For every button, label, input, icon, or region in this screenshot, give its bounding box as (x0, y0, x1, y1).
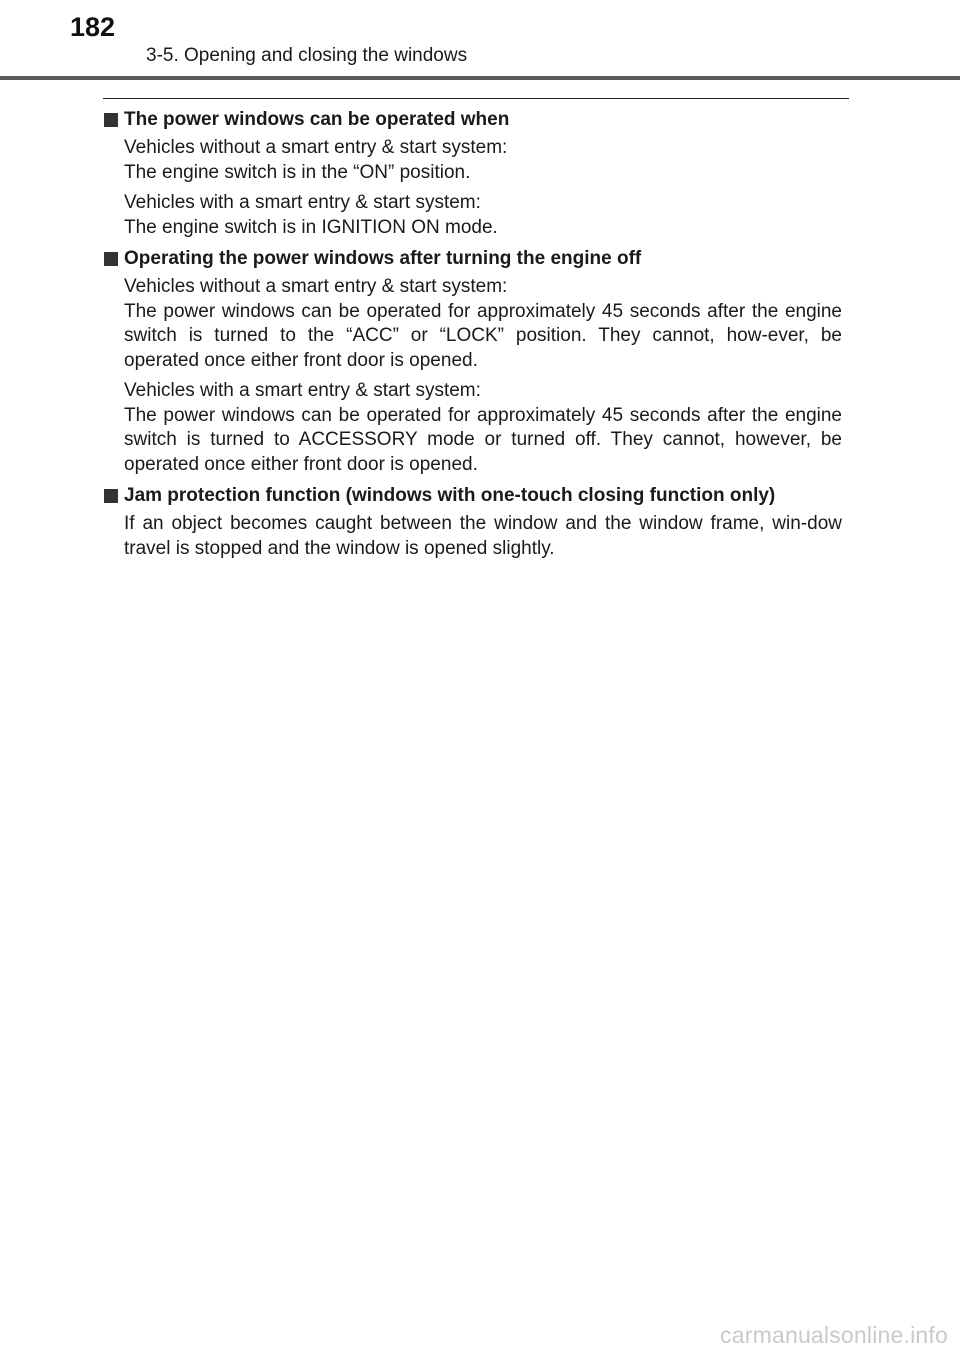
paragraph: Vehicles without a smart entry & start system: The power windows can be operated for approximately 45 seconds after the engine switch is turned to the “ACC” or “LOCK” position. They cannot, how-ever, be operated once either front door is opened. (124, 276, 842, 371)
square-bullet-icon (104, 113, 118, 127)
page-number: 182 (70, 12, 116, 42)
paragraph: If an object becomes caught between the window and the window frame, win-dow travel is stopped and the window is opened slightly. (124, 513, 842, 559)
square-bullet-icon (104, 489, 118, 503)
content-divider (103, 98, 849, 99)
section-operating-conditions (104, 107, 846, 240)
page-header (0, 0, 960, 80)
section-jam-protection (104, 483, 846, 561)
section-heading: The power windows can be operated when (104, 107, 846, 133)
paragraph: Vehicles with a smart entry & start system: The power windows can be operated for approximately 45 seconds after the engine switch is turned to ACCESSORY mode or turned off. They cannot, however, be operated once either front door is opened. (124, 380, 842, 475)
section-heading: Jam protection function (windows with one-touch closing function only) (104, 483, 846, 509)
square-bullet-icon (104, 252, 118, 266)
section-after-engine-off (104, 246, 846, 477)
watermark: carmanualsonline.info (720, 1322, 948, 1348)
section-heading: Operating the power windows after turning the engine off (104, 246, 846, 272)
header-divider (0, 76, 960, 80)
section-title: 3-5. Opening and closing the windows (146, 45, 468, 66)
paragraph: Vehicles with a smart entry & start system: The engine switch is in IGNITION ON mode. (124, 192, 498, 238)
page-content (104, 107, 846, 567)
paragraph: Vehicles without a smart entry & start system: The engine switch is in the “ON” position. (124, 137, 508, 183)
